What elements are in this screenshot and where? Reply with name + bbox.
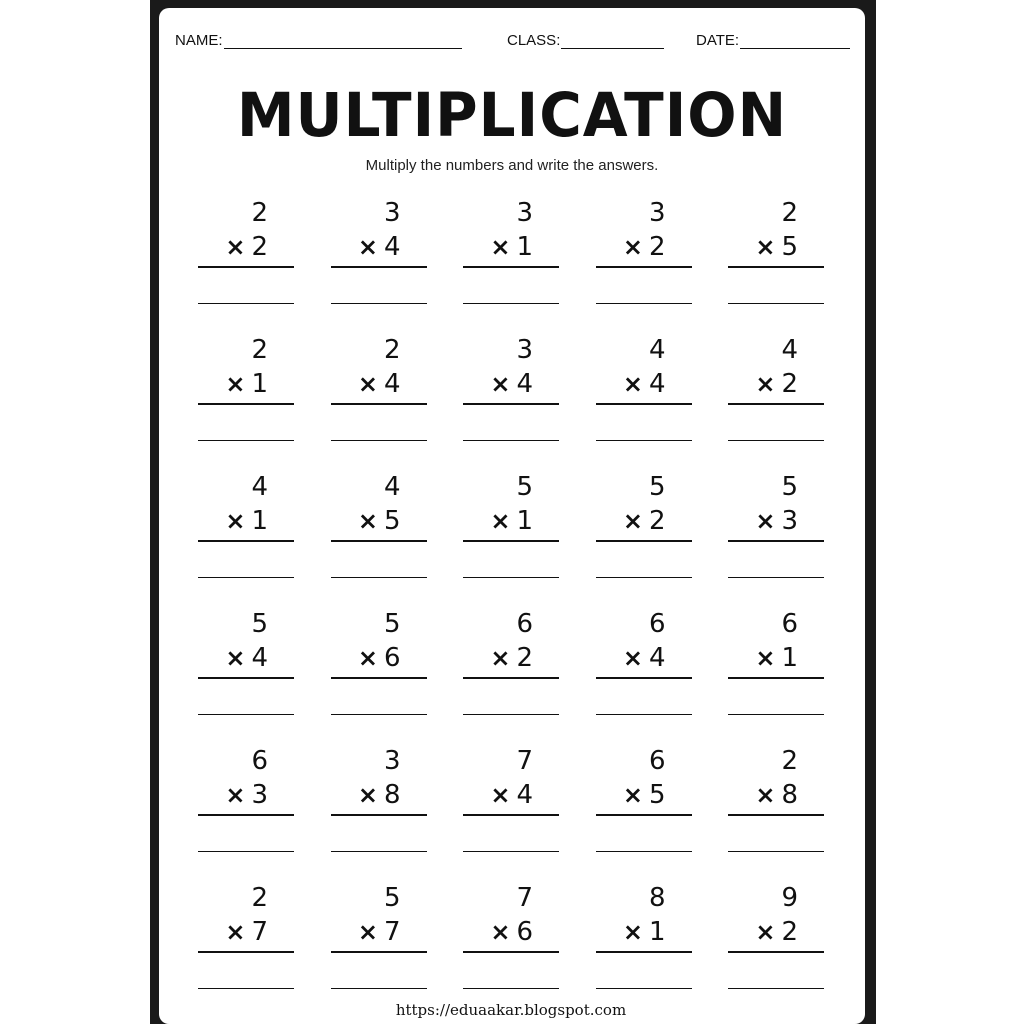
multiplier-row — [358, 780, 401, 810]
multiplier-row — [225, 643, 268, 673]
times-sign: × — [622, 507, 643, 535]
answer-blank[interactable] — [463, 440, 559, 441]
multiplicand: 8 — [648, 883, 666, 913]
page-title: MULTIPLICATION — [236, 79, 788, 151]
times-sign: × — [357, 233, 378, 261]
answer-blank[interactable] — [728, 851, 824, 852]
times-sign: × — [490, 370, 511, 398]
answer-blank[interactable] — [728, 714, 824, 715]
multiplier: 2 — [648, 232, 666, 262]
problem-12 — [331, 472, 427, 582]
multiplier: 5 — [781, 232, 798, 262]
answer-blank[interactable] — [463, 303, 559, 304]
problem-rule — [198, 814, 294, 816]
problem-rule — [198, 951, 294, 953]
problem-rule — [331, 403, 427, 405]
worksheet-header — [159, 32, 865, 54]
multiplier: 7 — [251, 917, 268, 947]
multiplier: 2 — [781, 917, 798, 947]
class-label: CLASS: — [507, 32, 561, 49]
answer-blank[interactable] — [331, 303, 427, 304]
worksheet-page — [159, 8, 865, 1024]
answer-blank[interactable] — [728, 577, 824, 578]
answer-blank[interactable] — [596, 851, 692, 852]
problem-rule — [463, 403, 559, 405]
footer-url: https://eduaakar.blogspot.com — [355, 997, 667, 1024]
problem-rule — [596, 403, 692, 405]
multiplier: 8 — [383, 780, 401, 810]
multiplicand: 5 — [648, 472, 666, 502]
problem-15 — [728, 472, 824, 582]
multiplier-row — [490, 369, 533, 399]
problem-17 — [331, 609, 427, 719]
times-sign: × — [357, 370, 378, 398]
multiplier: 4 — [648, 369, 666, 399]
multiplier: 1 — [781, 643, 798, 673]
multiplicand: 2 — [781, 198, 798, 228]
multiplicand: 4 — [648, 335, 666, 365]
answer-blank[interactable] — [331, 988, 427, 989]
multiplier-row — [755, 643, 798, 673]
multiplier: 4 — [383, 369, 401, 399]
answer-blank[interactable] — [331, 577, 427, 578]
multiplicand: 2 — [251, 883, 268, 913]
problem-rule — [728, 266, 824, 268]
multiplier: 1 — [251, 506, 268, 536]
multiplier-row — [623, 780, 666, 810]
times-sign: × — [622, 644, 643, 672]
multiplier-row — [358, 232, 401, 262]
times-sign: × — [490, 233, 511, 261]
multiplier-row — [755, 780, 798, 810]
answer-blank[interactable] — [596, 577, 692, 578]
answer-blank[interactable] — [463, 851, 559, 852]
multiplier-row — [358, 643, 401, 673]
times-sign: × — [755, 233, 776, 261]
multiplier-row — [623, 643, 666, 673]
problem-rule — [596, 951, 692, 953]
multiplicand: 3 — [516, 335, 533, 365]
class-blank-line[interactable] — [561, 32, 664, 49]
multiplier-row — [490, 643, 533, 673]
times-sign: × — [357, 507, 378, 535]
multiplier: 3 — [251, 780, 268, 810]
multiplicand: 6 — [516, 609, 533, 639]
multiplier-row — [623, 506, 666, 536]
multiplier: 4 — [648, 643, 666, 673]
problem-8 — [463, 335, 559, 445]
date-blank-line[interactable] — [740, 32, 850, 49]
answer-blank[interactable] — [198, 988, 294, 989]
multiplier: 1 — [648, 917, 666, 947]
problem-30 — [728, 883, 824, 993]
problem-10 — [728, 335, 824, 445]
times-sign: × — [225, 644, 246, 672]
times-sign: × — [622, 370, 643, 398]
answer-blank[interactable] — [198, 440, 294, 441]
times-sign: × — [755, 507, 776, 535]
multiplier: 2 — [516, 643, 533, 673]
multiplier-row — [755, 917, 798, 947]
multiplicand: 5 — [781, 472, 798, 502]
problem-11 — [198, 472, 294, 582]
problem-rule — [463, 266, 559, 268]
times-sign: × — [490, 781, 511, 809]
problem-7 — [331, 335, 427, 445]
multiplier-row — [623, 232, 666, 262]
date-field[interactable] — [696, 32, 850, 49]
problem-26 — [198, 883, 294, 993]
times-sign: × — [225, 507, 246, 535]
multiplier: 2 — [648, 506, 666, 536]
name-field[interactable] — [175, 32, 462, 49]
multiplier: 1 — [516, 232, 533, 262]
problem-rule — [728, 814, 824, 816]
times-sign: × — [755, 781, 776, 809]
answer-blank[interactable] — [198, 577, 294, 578]
multiplier-row — [755, 232, 798, 262]
problem-rule — [463, 814, 559, 816]
multiplier-row — [490, 780, 533, 810]
answer-blank[interactable] — [728, 303, 824, 304]
multiplicand: 9 — [781, 883, 798, 913]
multiplier: 4 — [516, 369, 533, 399]
multiplier: 1 — [251, 369, 268, 399]
multiplier-row — [225, 232, 268, 262]
problem-2 — [331, 198, 427, 308]
multiplier-row — [623, 917, 666, 947]
times-sign: × — [490, 644, 511, 672]
multiplier: 7 — [383, 917, 401, 947]
problem-4 — [596, 198, 692, 308]
multiplier: 2 — [251, 232, 268, 262]
multiplier: 1 — [516, 506, 533, 536]
answer-blank[interactable] — [331, 851, 427, 852]
multiplicand: 3 — [648, 198, 666, 228]
problem-16 — [198, 609, 294, 719]
multiplicand: 5 — [383, 609, 401, 639]
problem-22 — [331, 746, 427, 856]
answer-blank[interactable] — [198, 303, 294, 304]
problem-rule — [463, 540, 559, 542]
times-sign: × — [622, 918, 643, 946]
multiplier-row — [755, 506, 798, 536]
multiplier-row — [225, 369, 268, 399]
multiplier-row — [490, 917, 533, 947]
multiplier-row — [358, 506, 401, 536]
answer-blank[interactable] — [463, 988, 559, 989]
problem-rule — [198, 540, 294, 542]
answer-blank[interactable] — [596, 714, 692, 715]
multiplier-row — [358, 917, 401, 947]
multiplier: 5 — [648, 780, 666, 810]
problem-21 — [198, 746, 294, 856]
multiplier-row — [490, 506, 533, 536]
problem-rule — [198, 403, 294, 405]
times-sign: × — [357, 644, 378, 672]
times-sign: × — [225, 781, 246, 809]
answer-blank[interactable] — [331, 440, 427, 441]
problem-rule — [198, 266, 294, 268]
multiplicand: 6 — [251, 746, 268, 776]
multiplier-row — [623, 369, 666, 399]
problem-rule — [463, 677, 559, 679]
answer-blank[interactable] — [596, 303, 692, 304]
answer-blank[interactable] — [331, 714, 427, 715]
multiplier: 8 — [781, 780, 798, 810]
date-label: DATE: — [696, 32, 740, 49]
problem-rule — [331, 266, 427, 268]
problem-rule — [331, 814, 427, 816]
name-blank-line[interactable] — [224, 32, 462, 49]
problem-rule — [331, 951, 427, 953]
multiplier: 4 — [383, 232, 401, 262]
problem-rule — [198, 677, 294, 679]
problem-18 — [463, 609, 559, 719]
problem-27 — [331, 883, 427, 993]
multiplicand: 7 — [516, 883, 533, 913]
problem-rule — [463, 951, 559, 953]
problem-13 — [463, 472, 559, 582]
times-sign: × — [225, 233, 246, 261]
problem-23 — [463, 746, 559, 856]
multiplicand: 5 — [251, 609, 268, 639]
multiplier-row — [358, 369, 401, 399]
instructions: Multiply the numbers and write the answers. — [365, 157, 659, 174]
problem-29 — [596, 883, 692, 993]
problem-5 — [728, 198, 824, 308]
multiplicand: 3 — [383, 746, 401, 776]
multiplicand: 5 — [383, 883, 401, 913]
problem-28 — [463, 883, 559, 993]
problem-rule — [596, 814, 692, 816]
answer-blank[interactable] — [596, 988, 692, 989]
answer-blank[interactable] — [463, 714, 559, 715]
times-sign: × — [490, 918, 511, 946]
multiplicand: 5 — [516, 472, 533, 502]
answer-blank[interactable] — [728, 440, 824, 441]
problem-rule — [331, 540, 427, 542]
multiplier-row — [490, 232, 533, 262]
multiplicand: 6 — [648, 746, 666, 776]
multiplier: 6 — [383, 643, 401, 673]
times-sign: × — [622, 233, 643, 261]
times-sign: × — [357, 918, 378, 946]
times-sign: × — [357, 781, 378, 809]
problem-rule — [596, 540, 692, 542]
problem-25 — [728, 746, 824, 856]
problem-rule — [728, 677, 824, 679]
multiplier: 6 — [516, 917, 533, 947]
multiplicand: 4 — [251, 472, 268, 502]
problem-rule — [596, 677, 692, 679]
times-sign: × — [490, 507, 511, 535]
problem-14 — [596, 472, 692, 582]
multiplicand: 4 — [383, 472, 401, 502]
multiplicand: 2 — [251, 198, 268, 228]
problem-20 — [728, 609, 824, 719]
problem-1 — [198, 198, 294, 308]
times-sign: × — [225, 918, 246, 946]
multiplier-row — [225, 780, 268, 810]
multiplicand: 3 — [383, 198, 401, 228]
times-sign: × — [622, 781, 643, 809]
times-sign: × — [225, 370, 246, 398]
multiplicand: 2 — [251, 335, 268, 365]
multiplier: 3 — [781, 506, 798, 536]
multiplier: 2 — [781, 369, 798, 399]
multiplicand: 7 — [516, 746, 533, 776]
problem-19 — [596, 609, 692, 719]
multiplier: 5 — [383, 506, 401, 536]
answer-blank[interactable] — [596, 440, 692, 441]
times-sign: × — [755, 918, 776, 946]
problem-3 — [463, 198, 559, 308]
answer-blank[interactable] — [463, 577, 559, 578]
multiplicand: 2 — [383, 335, 401, 365]
multiplier-row — [225, 917, 268, 947]
problem-rule — [596, 266, 692, 268]
problem-rule — [728, 540, 824, 542]
problem-9 — [596, 335, 692, 445]
multiplier: 4 — [516, 780, 533, 810]
times-sign: × — [755, 644, 776, 672]
problem-24 — [596, 746, 692, 856]
problem-6 — [198, 335, 294, 445]
multiplicand: 6 — [781, 609, 798, 639]
problem-rule — [331, 677, 427, 679]
multiplicand: 6 — [648, 609, 666, 639]
problem-rule — [728, 951, 824, 953]
name-label: NAME: — [175, 32, 223, 49]
multiplier: 4 — [251, 643, 268, 673]
answer-blank[interactable] — [198, 851, 294, 852]
multiplier-row — [225, 506, 268, 536]
problem-rule — [728, 403, 824, 405]
class-field[interactable] — [507, 32, 664, 49]
multiplicand: 3 — [516, 198, 533, 228]
multiplier-row — [755, 369, 798, 399]
answer-blank[interactable] — [198, 714, 294, 715]
multiplicand: 2 — [781, 746, 798, 776]
multiplicand: 4 — [781, 335, 798, 365]
times-sign: × — [755, 370, 776, 398]
answer-blank[interactable] — [728, 988, 824, 989]
